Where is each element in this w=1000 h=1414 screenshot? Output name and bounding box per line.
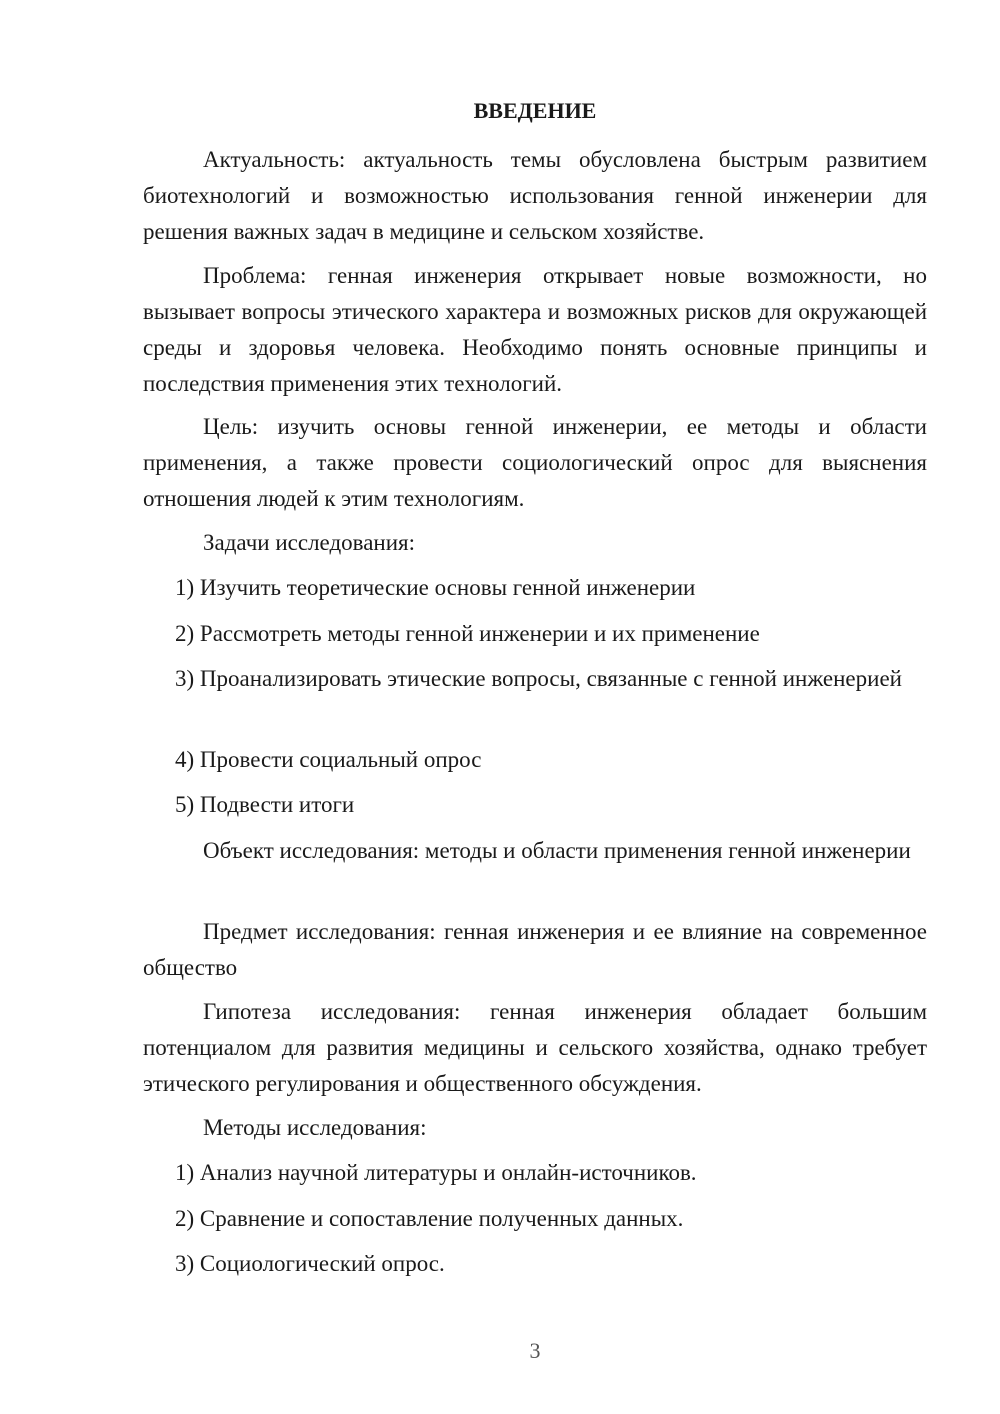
task-item: 1) Изучить теоретические основы генной инженерии — [175, 575, 696, 600]
problem-paragraph: Проблема: генная инженерия открывает новые возможности, но вызывает вопросы этического характера и возможных рисков для окружающей среды и здоровья человека. Необходимо понять основные принципы и последствия применения этих технологий. — [143, 263, 927, 396]
task-item: 5) Подвести итоги — [175, 792, 355, 817]
task-item: 4) Провести социальный опрос — [175, 747, 482, 772]
object-paragraph: Объект исследования: методы и области применения генной инженерии — [203, 838, 911, 863]
relevance-paragraph: Актуальность: актуальность темы обусловлена быстрым развитием биотехнологий и возможностью использования генной инженерии для решения важных задач в медицине и сельском хозяйстве. — [143, 147, 927, 244]
methods-heading: Методы исследования: — [203, 1115, 427, 1140]
method-item: 2) Сравнение и сопоставление полученных данных. — [175, 1206, 684, 1231]
method-item: 1) Анализ научной литературы и онлайн-источников. — [175, 1160, 697, 1185]
page-title: ВВЕДЕНИЕ — [473, 98, 597, 123]
subject-paragraph: Предмет исследования: генная инженерия и ее влияние на современное общество — [143, 919, 927, 980]
tasks-heading: Задачи исследования: — [203, 530, 416, 555]
task-item: 2) Рассмотреть методы генной инженерии и их применение — [175, 621, 760, 646]
task-item: 3) Проанализировать этические вопросы, связанные с генной инженерией — [175, 666, 902, 691]
hypothesis-paragraph: Гипотеза исследования: генная инженерия обладает большим потенциалом для развития медицины и сельского хозяйства, однако требует этического регулирования и общественного обсуждения. — [143, 999, 927, 1096]
page-number: 3 — [529, 1338, 541, 1363]
goal-paragraph: Цель: изучить основы генной инженерии, ее методы и области применения, а также провести социологический опрос для выяснения отношения людей к этим технологиям. — [143, 414, 927, 511]
method-item: 3) Социологический опрос. — [175, 1251, 445, 1276]
